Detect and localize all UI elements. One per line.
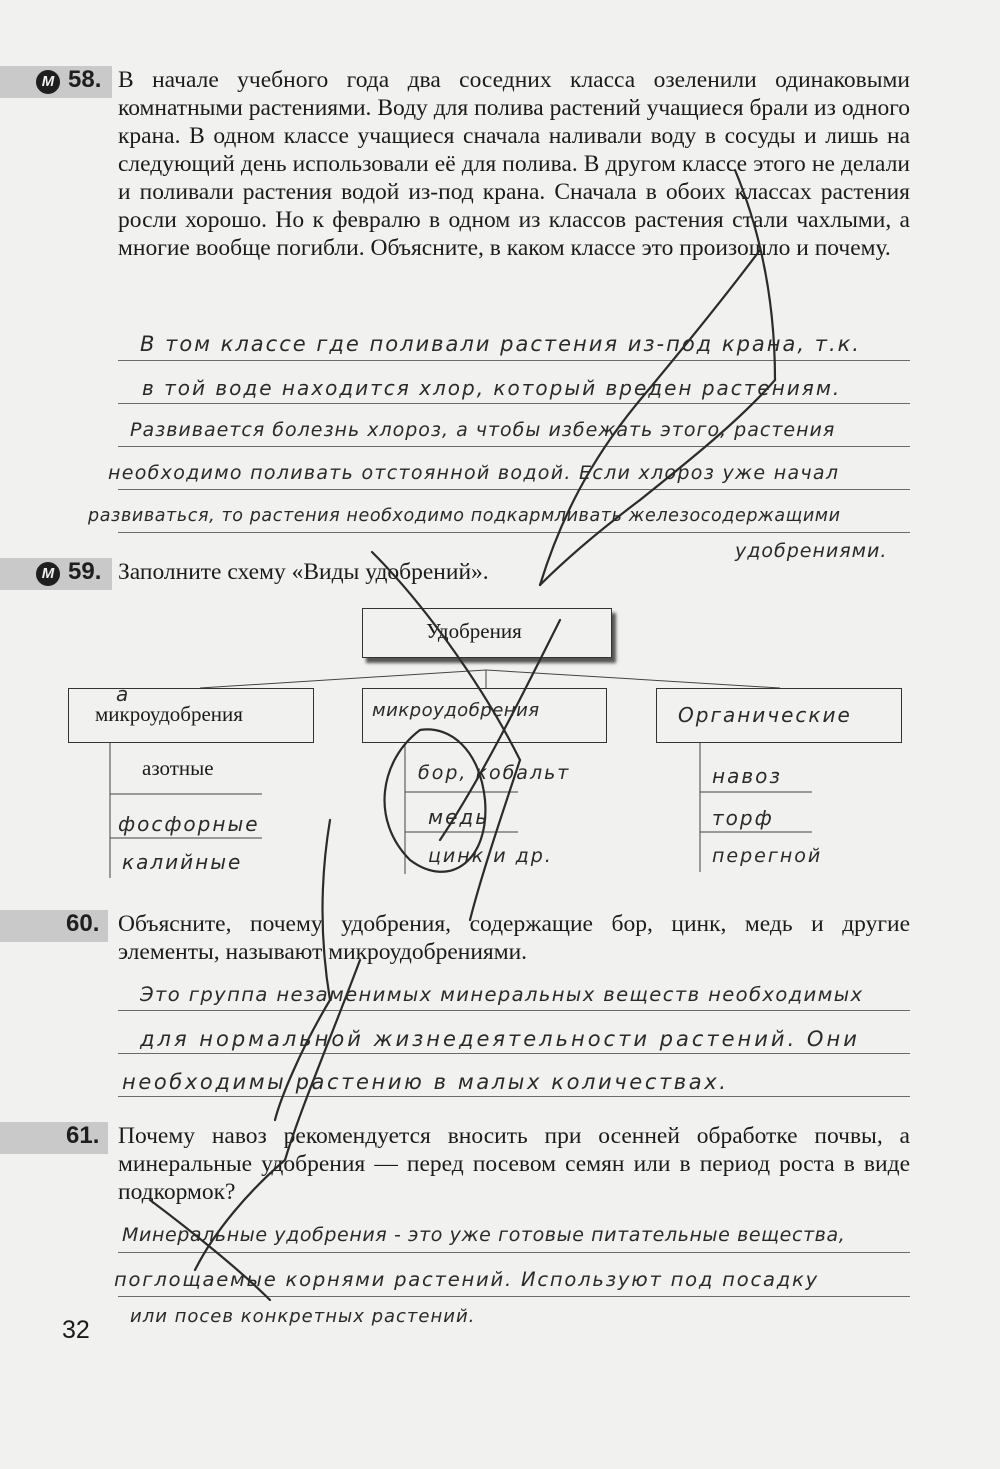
q60-answer-line-3: необходимы растению в малых количествах. (122, 1070, 729, 1094)
q60-answer-line-2: для нормальной жизнедеятельности растений. Они (140, 1027, 860, 1051)
diagram-left-title-mark: а (116, 682, 131, 706)
q61-text: Почему навоз рекомендуется вносить при осенней обработке почвы, а минеральные удобрения — перед посевом семян или в период роста в виде подкормок? (118, 1123, 910, 1205)
q60-answer-line-1: Это группа незаменимых минеральных веществ необходимых (140, 983, 864, 1006)
diagram-right-item-1: навоз (712, 764, 782, 788)
diagram-left-title: микроудобрения (95, 702, 243, 726)
q61-answer-line-2: поглощаемые корнями растений. Используют под посадку (114, 1268, 819, 1291)
q61-answer-line-1: Минеральные удобрения - это уже готовые питательные вещества, (122, 1224, 846, 1246)
q58-answer-line-5: развиваться, то растения необходимо подкармливать железосодержащими (88, 506, 841, 526)
q58-m-badge: М (36, 70, 60, 94)
q58-text: В начале учебного года два соседних класса озеленили одинаковыми комнатными растениями. Воду для полива растений учащиеся брали из одного крана. В одном классе учащиеся сначала наливали воду в сосуды и лишь на следующий день использовали её для полива. В другом классе этого не делали и поливали растения водой из-под крана. Сначала в обоих классах растения росли хорошо. Но к февралю в одном из классов растения стали чахлыми, а многие вообще погибли. Объясните, в каком классе это произошло и почему. (118, 67, 910, 261)
q58-answer-line-1: В том классе где поливали растения из-под крана, т.к. (140, 332, 861, 356)
diagram-middle-item-2: медь (428, 805, 490, 829)
diagram-right-title: Органические (678, 703, 852, 727)
q59-text: Заполните схему «Виды удобрений». (118, 559, 489, 585)
q58-number: 58. (68, 66, 102, 93)
q60-text: Объясните, почему удобрения, содержащие бор, цинк, медь и другие элементы, называют микроудобрениями. (118, 911, 910, 965)
diagram-right-item-2: торф (712, 806, 774, 830)
diagram-right-item-3: перегной (712, 845, 823, 867)
diagram-middle-title: микроудобрения (372, 700, 540, 721)
q60-number: 60. (66, 910, 100, 937)
diagram-left-item-3: калийные (122, 850, 243, 874)
q58-answer-line-4: необходимо поливать отстоянной водой. Если хлороз уже начал (108, 462, 840, 484)
q58-answer-line-6: удобрениями. (735, 540, 888, 562)
diagram-left-item-2: фосфорные (118, 812, 260, 836)
q58-answer-line-3: Развивается болезнь хлороз, а чтобы избежать этого, растения (130, 419, 836, 441)
q59-m-badge: М (36, 562, 60, 586)
q58-answer-line-2: в той воде находится хлор, который вреден растениям. (142, 376, 842, 400)
page-number: 32 (62, 1316, 90, 1344)
q59-number: 59. (68, 558, 102, 585)
diagram-root-label: Удобрения (426, 619, 522, 643)
diagram-middle-item-1: бор, кобальт (418, 762, 571, 784)
diagram-middle-item-3: цинк и др. (428, 845, 553, 867)
q61-answer-line-3: или посев конкретных растений. (130, 1306, 476, 1327)
diagram-left-item-1: азотные (142, 756, 214, 780)
q61-number: 61. (66, 1122, 100, 1149)
